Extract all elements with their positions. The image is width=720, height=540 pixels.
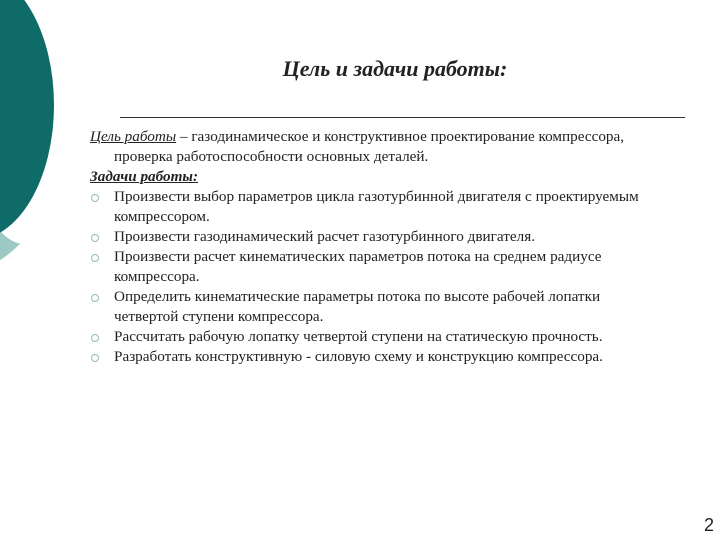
bullet-icon [91,354,99,362]
task-text: Произвести расчет кинематических параметров потока на среднем радиусе компрессора. [114,248,602,285]
bullet-icon [91,194,99,202]
list-item [90,247,650,287]
bullet-icon [91,254,99,262]
slide-title: Цель и задачи работы: [282,56,508,81]
title-divider [120,117,685,118]
list-item [90,227,650,247]
task-text: Разработать конструктивную - силовую схему и конструкцию компрессора. [114,348,603,365]
task-text: Рассчитать рабочую лопатку четвертой ступени на статическую прочность. [114,328,603,345]
tasks-heading: Задачи работы: [90,168,199,185]
goal-label: Цель работы [90,128,177,145]
list-item [90,187,650,227]
list-item [90,287,650,327]
goal-paragraph [90,127,650,167]
bullet-icon [91,234,99,242]
list-item [90,347,650,367]
task-text: Произвести газодинамический расчет газотурбинного двигателя. [114,228,535,245]
task-text: Произвести выбор параметров цикла газотурбинной двигателя с проектируемым компрессором. [114,188,639,225]
list-item [90,327,650,347]
goal-text: – газодинамическое и конструктивное проектирование компрессора, проверка работоспособности основных деталей. [114,128,625,165]
bullet-icon [91,294,99,302]
page-number: 2 [703,515,714,535]
tasks-list [90,187,650,367]
bullet-icon [91,334,99,342]
slide-body [90,127,650,367]
task-text: Определить кинематические параметры потока по высоте рабочей лопатки четвертой ступени компрессора. [114,288,601,325]
